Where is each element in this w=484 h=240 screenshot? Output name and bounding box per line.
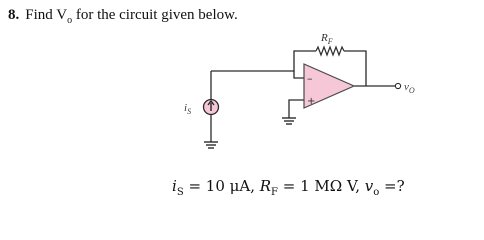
eq-var-is: i (172, 177, 177, 195)
ground-icon (204, 142, 218, 148)
feedback-resistor (316, 47, 344, 55)
eq-value-rf: = 1 MΩ V, (278, 177, 365, 195)
question-text-before: Find V (25, 7, 68, 23)
eq-var-vo-sub: o (373, 187, 380, 198)
given-values-equation (172, 176, 405, 196)
eq-var-rf-sub: F (271, 187, 278, 198)
eq-var-is-sub: S (176, 187, 184, 198)
question-number: 8. (8, 7, 20, 23)
opamp-noninverting-sign: + (307, 96, 316, 107)
question-subscript: o (67, 15, 73, 26)
noninverting-input-wire (289, 100, 304, 118)
output-terminal (395, 83, 400, 88)
eq-var-vo: v (364, 177, 374, 195)
vo-label: $v_O$ (404, 81, 415, 95)
rf-label: $R_F$ (321, 32, 333, 46)
feedback-wire (211, 51, 316, 71)
feedback-wire-right (344, 51, 366, 86)
eq-value-vo: =? (379, 177, 405, 195)
question-text-after: for the circuit given below. (72, 7, 238, 23)
eq-var-rf: R (259, 177, 272, 195)
ground-icon (282, 118, 296, 124)
opamp-inverting-sign: – (307, 72, 313, 85)
eq-value-is: = 10 μA, (183, 177, 260, 195)
inverting-input-wire (294, 71, 304, 78)
is-label: $i_S$ (184, 102, 192, 116)
